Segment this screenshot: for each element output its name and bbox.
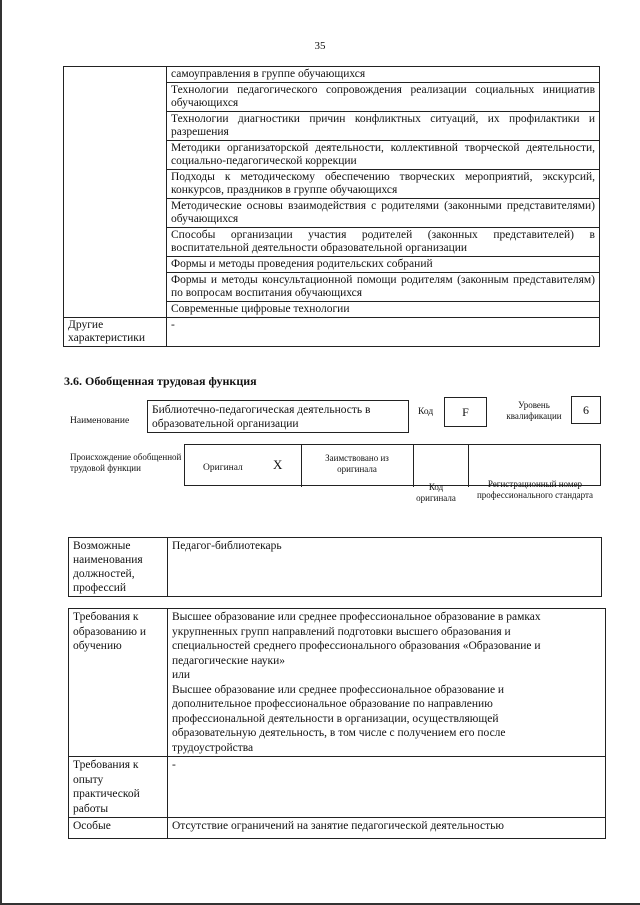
page-left-edge — [0, 0, 2, 905]
level-value: 6 — [571, 396, 601, 424]
education-value — [168, 609, 606, 757]
education-line: педагогические науки» — [172, 654, 286, 667]
competency-item: Методические основы взаимодействия с родителями (законными представителями) обучающихся — [167, 199, 600, 228]
code-label: Код — [418, 407, 434, 417]
education-line: трудоустройства — [172, 741, 254, 754]
page-number: 35 — [314, 40, 326, 52]
competency-item: Технологии педагогического сопровождения реализации социальных инициатив обучающихся — [167, 83, 600, 112]
competency-item: Способы организации участия родителей (законных представителей) в воспитательной деятельности образовательной организации — [167, 228, 600, 257]
other-characteristics-value: - — [167, 318, 600, 347]
competency-item: Современные цифровые технологии — [167, 302, 600, 318]
education-label: Требования к образованию и обучению — [69, 609, 168, 757]
competency-item: Формы и методы консультационной помощи родителям (законным представителям) по вопросам воспитания обучающихся — [167, 273, 600, 302]
requirements-table — [68, 608, 606, 839]
section-title: 3.6. Обобщенная трудовая функция — [64, 374, 257, 388]
origin-divider — [468, 445, 469, 487]
education-line: укрупненных групп направлений подготовки высшего образования и — [172, 625, 511, 638]
code-value: F — [444, 397, 487, 427]
origin-divider — [413, 445, 414, 487]
competency-item: самоуправления в группе обучающихся — [167, 67, 600, 83]
education-line: специальностей среднего профессионального образования «Образование и — [172, 640, 541, 652]
other-characteristics-label: Другие характеристики — [64, 318, 167, 347]
competency-item: Подходы к методическому обеспечению творческих мероприятий, экскурсий, конкурсов, праздников в группе обучающихся — [167, 170, 600, 199]
education-line: Высшее образование или среднее профессиональное образование в рамках — [172, 611, 541, 623]
name-label: Наименование — [70, 416, 130, 426]
reg-number-label: Регистрационный номер профессионального стандарта — [476, 479, 594, 500]
competencies-table — [63, 66, 600, 347]
special-value: Отсутствие ограничений на занятие педагогической деятельностью — [168, 818, 606, 839]
competency-item: Технологии диагностики причин конфликтных ситуаций, их профилактики и разрешения — [167, 112, 600, 141]
education-line: профессиональной деятельности в организации, осуществляющей — [172, 712, 499, 725]
origin-label: Происхождение обобщенной трудовой функции — [70, 452, 182, 473]
origin-divider — [301, 445, 302, 487]
education-line: дополнительное профессиональное образование по направлению — [172, 698, 493, 710]
name-value: Библиотечно-педагогическая деятельность в образовательной организации — [147, 400, 409, 433]
competencies-left-cell — [64, 67, 167, 318]
education-line: образовательную деятельность, в том числе с получением его после — [172, 727, 506, 739]
competency-item: Методики организаторской деятельности, коллективной творческой деятельности, социально-педагогической коррекции — [167, 141, 600, 170]
special-label: Особые — [69, 818, 168, 839]
code-original-label: Код оригинала — [416, 482, 456, 503]
borrowed-label: Заимствовано из оригинала — [325, 453, 389, 474]
education-line: Высшее образование или среднее профессиональное образование и — [172, 683, 505, 696]
competency-item: Формы и методы проведения родительских собраний — [167, 257, 600, 273]
education-line: или — [172, 669, 191, 681]
positions-table — [68, 537, 602, 597]
original-label: Оригинал — [203, 463, 243, 473]
experience-value: - — [168, 757, 606, 818]
positions-value: Педагог-библиотекарь — [168, 538, 602, 597]
positions-label: Возможные наименования должностей, профессий — [69, 538, 168, 597]
experience-label: Требования к опыту практической работы — [69, 757, 168, 818]
level-label: Уровень квалификации — [506, 400, 562, 421]
original-mark: X — [273, 457, 283, 472]
